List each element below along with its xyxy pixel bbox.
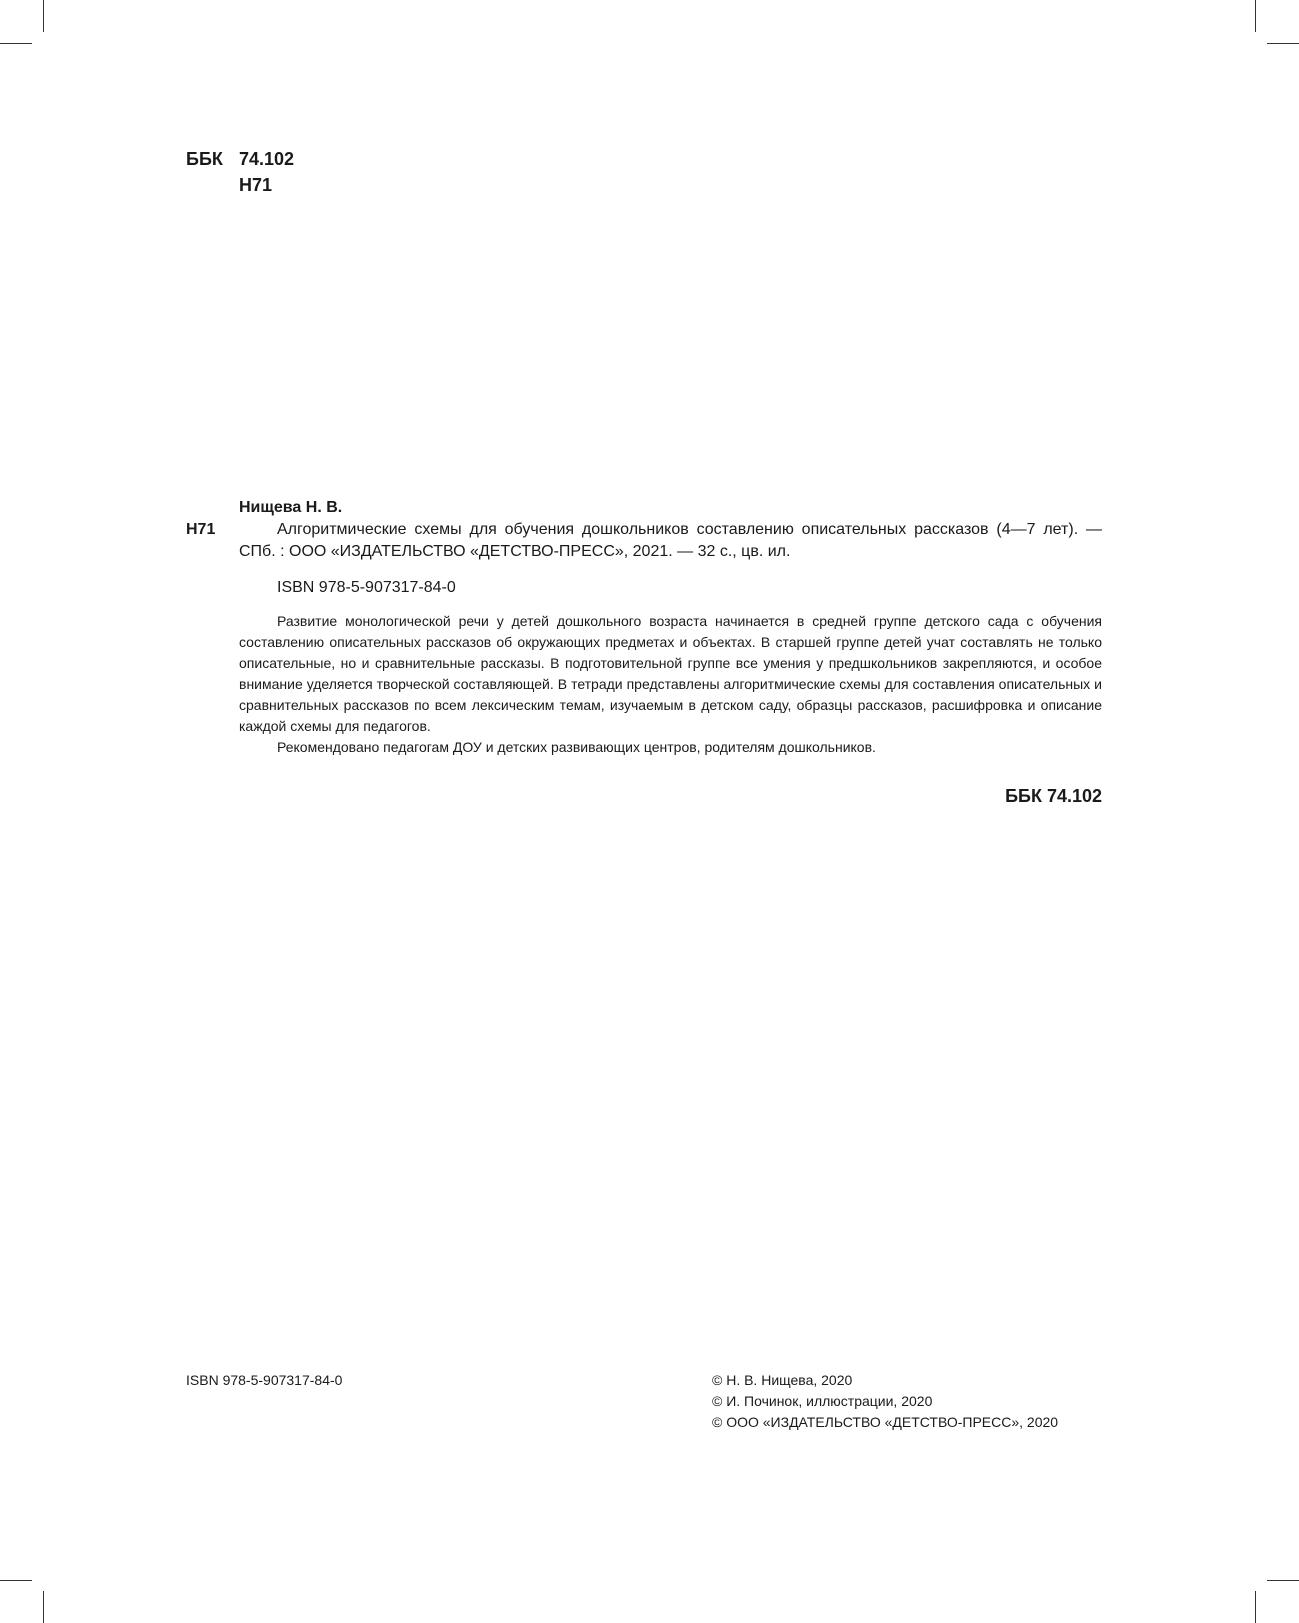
bbk-code-right: ББК 74.102 xyxy=(1005,786,1102,806)
copyright-line: © И. Починок, иллюстрации, 2020 xyxy=(712,1393,933,1409)
author-sign: Н71 xyxy=(239,175,273,195)
copyright-line: © Н. В. Нищева, 2020 xyxy=(712,1372,853,1388)
crop-mark-bottom-left-horizontal xyxy=(0,1580,32,1581)
record-isbn: ISBN 978-5-907317-84-0 xyxy=(277,579,456,596)
annotation-paragraph: Рекомендовано педагогам ДОУ и детских развивающих центров, родителям дошкольников. xyxy=(277,739,876,755)
crop-mark-top-left-horizontal xyxy=(0,43,32,44)
record-author-sign: Н71 xyxy=(186,521,216,538)
copyright-line: © ООО «ИЗДАТЕЛЬСТВО «ДЕТСТВО-ПРЕСС», 2020 xyxy=(712,1414,1059,1430)
bibliographic-description: Алгоритмические схемы для обучения дошкольников составлению описательных рассказов (4—7 лет). — СПб. : ООО «ИЗДАТЕЛЬСТВО «ДЕТСТВО-ПРЕСС», 2021. — 32 с., цв. ил. xyxy=(239,521,1102,560)
annotation xyxy=(239,611,1102,758)
crop-mark-top-right-horizontal xyxy=(1267,43,1299,44)
author-name: Нищева Н. В. xyxy=(239,499,343,516)
crop-mark-top-left-vertical xyxy=(43,0,44,32)
bbk-code: 74.102 xyxy=(239,149,295,169)
crop-mark-bottom-right-vertical xyxy=(1255,1591,1256,1623)
crop-mark-bottom-right-horizontal xyxy=(1267,1580,1299,1581)
bbk-label: ББК xyxy=(186,149,223,169)
crop-mark-bottom-left-vertical xyxy=(43,1591,44,1623)
copyright-block xyxy=(712,1370,1058,1433)
crop-mark-top-right-vertical xyxy=(1255,0,1256,32)
annotation-paragraph: Развитие монологической речи у детей дошкольного возраста начинается в средней группе детского сада с обучения составлению описательных рассказов об окружающих предметах и объектах. В старшей группе детей учат составлять не только описательные, но и сравнительные рассказы. В подготовительной группе все умения у предшкольников закрепляются, и особое внимание уделяется творческой составляющей. В тетради представлены алгоритмические схемы для составления описательных и сравнительных рассказов по всем лексическим темам, изучаемым в детском саду, образцы рассказов, расшифровка и описание каждой схемы для педагогов. xyxy=(239,613,1102,734)
footer-isbn: ISBN 978-5-907317-84-0 xyxy=(186,1372,343,1388)
